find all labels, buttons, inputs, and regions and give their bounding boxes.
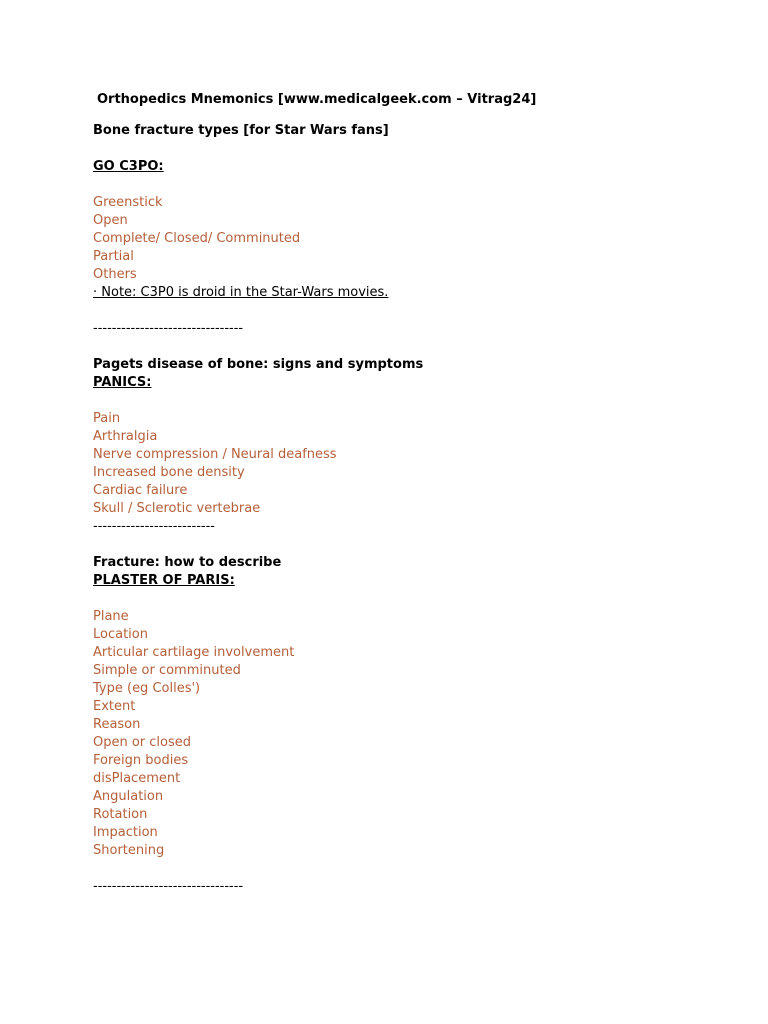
list-item: Greenstick — [93, 195, 163, 210]
separator: -------------------------------- — [93, 879, 244, 894]
list-item: Open — [93, 213, 128, 228]
note-text: · Note: C3P0 is droid in the Star-Wars movies. — [93, 285, 389, 300]
list-item: Others — [93, 267, 137, 282]
list-item: Arthralgia — [93, 429, 158, 444]
spacer — [93, 392, 733, 410]
mnemonic-go-c3po: GO C3PO: — [93, 159, 164, 174]
list-item: Partial — [93, 249, 134, 264]
list-item: Angulation — [93, 789, 164, 804]
section-heading-pagets: Pagets disease of bone: signs and symptoms — [93, 357, 424, 372]
list-item: Complete/ Closed/ Comminuted — [93, 231, 301, 246]
spacer — [93, 590, 733, 608]
document-title: Orthopedics Mnemonics [www.medicalgeek.com – Vitrag24] — [97, 92, 537, 107]
mnemonic-plaster-of-paris: PLASTER OF PARIS: — [93, 573, 235, 588]
spacer — [93, 860, 733, 878]
list-item: Articular cartilage involvement — [93, 645, 295, 660]
separator: -------------------------- — [93, 519, 215, 534]
list-item: Cardiac failure — [93, 483, 188, 498]
list-item: Location — [93, 627, 148, 642]
list-item: Increased bone density — [93, 465, 245, 480]
mnemonic-panics: PANICS: — [93, 375, 152, 390]
list-item: Plane — [93, 609, 129, 624]
document-page — [93, 91, 733, 896]
section-heading-fracture-types: Bone fracture types [for Star Wars fans] — [93, 123, 389, 138]
list-item: Impaction — [93, 825, 158, 840]
list-item: Shortening — [93, 843, 165, 858]
spacer — [93, 338, 733, 356]
list-item: Foreign bodies — [93, 753, 189, 768]
list-item: Type (eg Colles') — [93, 681, 201, 696]
list-item: Skull / Sclerotic vertebrae — [93, 501, 261, 516]
spacer — [93, 536, 733, 554]
list-item: Rotation — [93, 807, 148, 822]
list-item: Simple or comminuted — [93, 663, 241, 678]
list-item: Nerve compression / Neural deafness — [93, 447, 337, 462]
list-item: Open or closed — [93, 735, 192, 750]
spacer — [93, 140, 733, 158]
list-item: Extent — [93, 699, 136, 714]
list-item: Reason — [93, 717, 141, 732]
list-item: disPlacement — [93, 771, 181, 786]
spacer — [93, 109, 733, 122]
list-item: Pain — [93, 411, 121, 426]
section-heading-fracture-describe: Fracture: how to describe — [93, 555, 282, 570]
spacer — [93, 176, 733, 194]
spacer — [93, 302, 733, 320]
separator: -------------------------------- — [93, 321, 244, 336]
